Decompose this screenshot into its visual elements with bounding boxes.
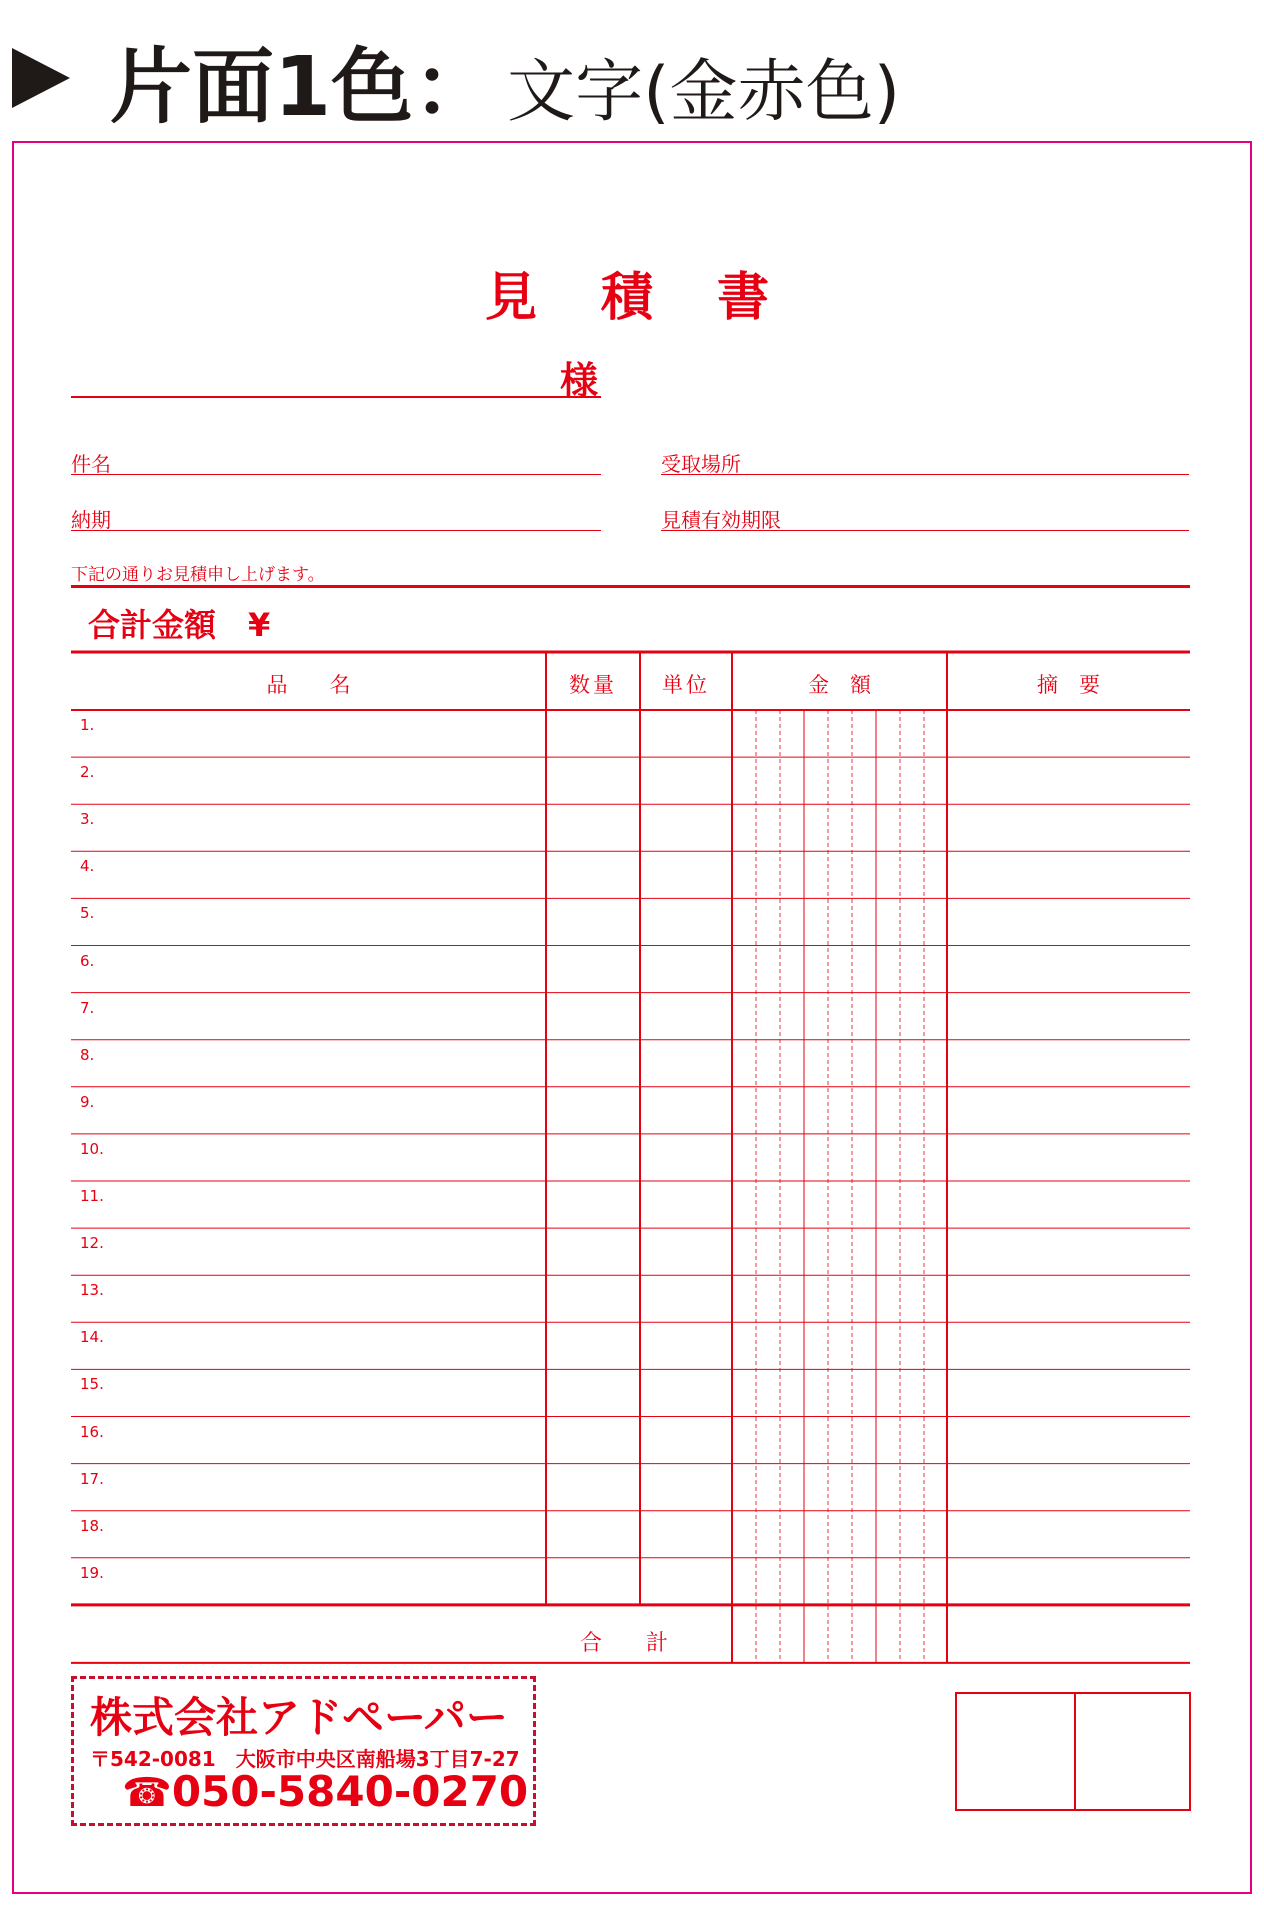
- company-address: 〒542-0081 大阪市中央区南船場3丁目7-27: [90, 1747, 520, 1771]
- total-amount-label: 合計金額 ¥: [88, 606, 271, 644]
- row-number: 17.: [80, 1469, 104, 1488]
- row-number: 3.: [80, 810, 95, 829]
- row-number: 19.: [80, 1563, 104, 1582]
- row-number: 12.: [80, 1234, 104, 1253]
- heading-main: 片面1色：: [110, 40, 496, 135]
- row-number: 10.: [80, 1139, 104, 1158]
- total-label: 合 計: [580, 1631, 669, 1656]
- row-number: 18.: [80, 1516, 104, 1535]
- row-number: 5.: [80, 904, 95, 923]
- row-number: 15.: [80, 1375, 104, 1394]
- row-number: 14.: [80, 1328, 104, 1347]
- deadline-label: 納期: [71, 508, 111, 532]
- row-number: 8.: [80, 1045, 95, 1064]
- seal-box-divider: [1074, 1694, 1076, 1809]
- row-number: 7.: [80, 998, 95, 1017]
- header-qty: 数量: [569, 673, 617, 697]
- telephone-icon: ☎: [122, 1770, 172, 1816]
- recipient-suffix: 様: [560, 359, 599, 403]
- header-note: 摘 要: [1037, 673, 1100, 697]
- row-number: 6.: [80, 951, 95, 970]
- row-number: 16.: [80, 1422, 104, 1441]
- company-stamp: [71, 1676, 536, 1826]
- seal-box: [955, 1692, 1191, 1811]
- row-number: 2.: [80, 763, 95, 782]
- intro-text: 下記の通りお見積申し上げます。: [71, 565, 325, 585]
- company-phone-row: [122, 1767, 528, 1816]
- row-number: 9.: [80, 1092, 95, 1111]
- row-number: 4.: [80, 857, 95, 876]
- heading-sub: 文字(金赤色): [507, 53, 901, 132]
- header-unit: 単位: [662, 673, 710, 697]
- subject-label: 件名: [71, 452, 111, 476]
- row-number: 13.: [80, 1281, 104, 1300]
- company-name: 株式会社アドペーパー: [90, 1693, 508, 1742]
- row-number: 1.: [80, 716, 95, 734]
- receive-place-label: 受取場所: [661, 452, 741, 476]
- validity-label: 見積有効期限: [661, 508, 781, 532]
- header-item: 品 名: [266, 673, 351, 697]
- row-number: 11.: [80, 1187, 104, 1205]
- form-title: 見 積 書: [484, 268, 775, 328]
- header-amount: 金 額: [808, 673, 871, 697]
- company-phone: 050-5840-0270: [171, 1767, 529, 1816]
